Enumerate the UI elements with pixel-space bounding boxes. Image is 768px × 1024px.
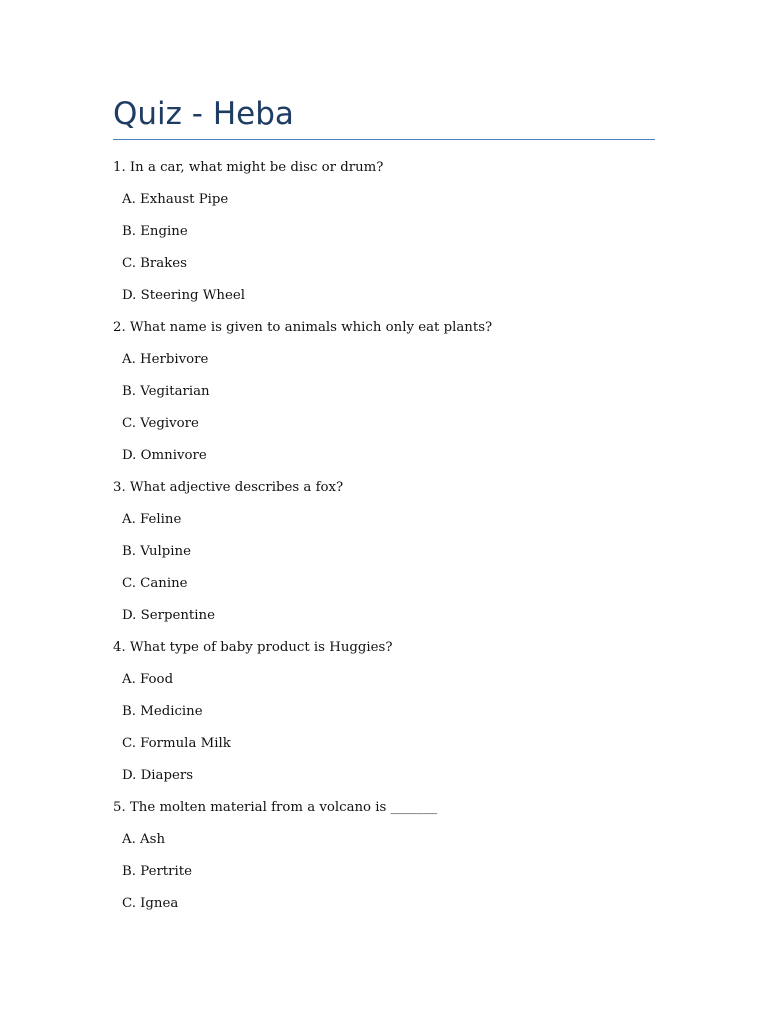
question-4-option-b: B. Medicine: [122, 704, 203, 719]
question-2-option-d: D. Omnivore: [122, 448, 207, 463]
question-5-option-a: A. Ash: [122, 832, 166, 847]
question-1: 1. In a car, what might be disc or drum?: [113, 160, 384, 175]
question-4-option-c: C. Formula Milk: [122, 736, 231, 751]
question-5-option-b: B. Pertrite: [122, 864, 192, 879]
question-3-option-b: B. Vulpine: [122, 544, 191, 559]
question-5: 5. The molten material from a volcano is _______: [113, 800, 438, 815]
question-1-option-b: B. Engine: [122, 224, 188, 239]
question-1-option-d: D. Steering Wheel: [122, 288, 245, 303]
question-4: 4. What type of baby product is Huggies?: [113, 640, 393, 655]
question-3-option-c: C. Canine: [122, 576, 188, 591]
question-3: 3. What adjective describes a fox?: [113, 480, 344, 495]
quiz-body: [113, 156, 655, 924]
title-underline: [113, 139, 655, 140]
question-4-option-a: A. Food: [122, 672, 174, 687]
question-2: 2. What name is given to animals which only eat plants?: [113, 320, 493, 335]
question-3-option-d: D. Serpentine: [122, 608, 215, 623]
document-title: Quiz - Heba: [113, 96, 294, 132]
question-2-option-a: A. Herbivore: [122, 352, 209, 367]
question-4-option-d: D. Diapers: [122, 768, 194, 783]
question-3-option-a: A. Feline: [122, 512, 182, 527]
question-1-option-a: A. Exhaust Pipe: [122, 192, 229, 207]
question-1-option-c: C. Brakes: [122, 256, 187, 271]
question-2-option-c: C. Vegivore: [122, 416, 199, 431]
question-2-option-b: B. Vegitarian: [122, 384, 210, 399]
question-5-option-c: C. Ignea: [122, 896, 179, 911]
